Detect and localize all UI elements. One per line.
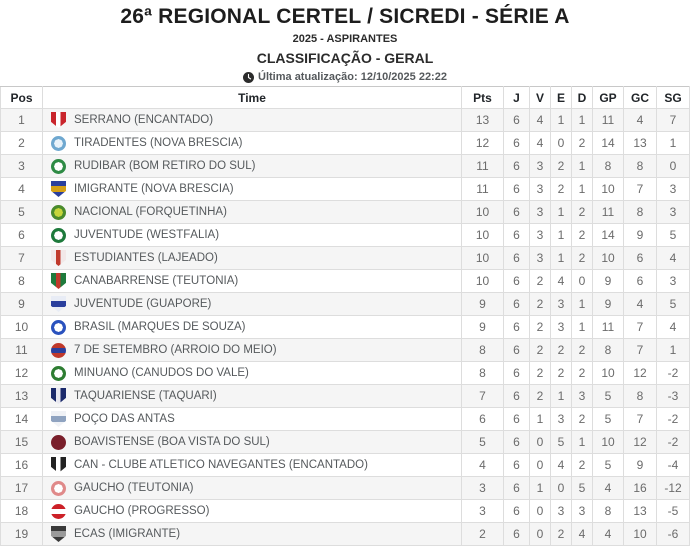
table-row xyxy=(1,523,690,546)
position-cell: 17 xyxy=(1,477,43,500)
table-row xyxy=(1,477,690,500)
stat-cell-gc: 7 xyxy=(624,316,657,339)
team-cell xyxy=(43,270,462,293)
stat-cell-gp: 10 xyxy=(593,431,624,454)
table-row xyxy=(1,201,690,224)
position-cell: 19 xyxy=(1,523,43,546)
stat-cell-e: 3 xyxy=(551,500,572,523)
stat-cell-v: 4 xyxy=(530,132,551,155)
stat-cell-j: 6 xyxy=(504,431,530,454)
page-header xyxy=(0,0,690,86)
position-cell: 8 xyxy=(1,270,43,293)
stat-cell-pts: 3 xyxy=(462,477,504,500)
stat-cell-sg: -2 xyxy=(657,408,690,431)
stat-cell-pts: 3 xyxy=(462,500,504,523)
stat-cell-v: 2 xyxy=(530,316,551,339)
stat-cell-e: 0 xyxy=(551,477,572,500)
stat-cell-gp: 14 xyxy=(593,224,624,247)
stat-cell-d: 1 xyxy=(572,293,593,316)
stat-cell-j: 6 xyxy=(504,523,530,546)
team-name: 7 DE SETEMBRO (ARROIO DO MEIO) xyxy=(74,344,277,356)
stat-cell-j: 6 xyxy=(504,454,530,477)
stat-cell-gp: 8 xyxy=(593,339,624,362)
stat-cell-v: 0 xyxy=(530,454,551,477)
stat-cell-pts: 10 xyxy=(462,201,504,224)
stat-cell-v: 2 xyxy=(530,385,551,408)
stat-cell-e: 0 xyxy=(551,132,572,155)
last-updated-text: Última atualização: 12/10/2025 22:22 xyxy=(258,71,447,83)
stat-cell-pts: 11 xyxy=(462,178,504,201)
position-cell: 2 xyxy=(1,132,43,155)
stat-cell-v: 0 xyxy=(530,431,551,454)
team-name: TIRADENTES (NOVA BRÉSCIA) xyxy=(74,137,243,149)
stat-cell-d: 2 xyxy=(572,339,593,362)
stat-cell-e: 2 xyxy=(551,339,572,362)
stat-cell-sg: 1 xyxy=(657,132,690,155)
clock-icon xyxy=(243,72,254,83)
stat-cell-d: 2 xyxy=(572,408,593,431)
position-cell: 18 xyxy=(1,500,43,523)
table-row xyxy=(1,109,690,132)
team-cell xyxy=(43,293,462,316)
stat-cell-d: 2 xyxy=(572,362,593,385)
stat-cell-gc: 6 xyxy=(624,247,657,270)
team-cell xyxy=(43,339,462,362)
taquariense-crest-icon xyxy=(51,388,66,404)
stat-cell-d: 1 xyxy=(572,316,593,339)
stat-cell-d: 4 xyxy=(572,523,593,546)
team-name: JUVENTUDE (WESTFÁLIA) xyxy=(74,229,220,241)
team-cell xyxy=(43,523,462,546)
imigrante-crest-icon xyxy=(51,181,66,197)
stat-cell-e: 1 xyxy=(551,201,572,224)
rudibar-crest-icon xyxy=(51,159,66,174)
stat-cell-j: 6 xyxy=(504,224,530,247)
stat-cell-e: 2 xyxy=(551,523,572,546)
stat-cell-gc: 4 xyxy=(624,293,657,316)
team-name: IMIGRANTE (NOVA BRÉSCIA) xyxy=(74,183,234,195)
stat-cell-gc: 8 xyxy=(624,385,657,408)
position-cell: 5 xyxy=(1,201,43,224)
stat-cell-d: 3 xyxy=(572,385,593,408)
stat-cell-j: 6 xyxy=(504,408,530,431)
team-cell xyxy=(43,178,462,201)
stat-cell-gc: 9 xyxy=(624,454,657,477)
team-cell xyxy=(43,500,462,523)
stat-cell-d: 1 xyxy=(572,109,593,132)
position-cell: 3 xyxy=(1,155,43,178)
table-row xyxy=(1,316,690,339)
column-header-d: D xyxy=(572,87,593,109)
stat-cell-j: 6 xyxy=(504,385,530,408)
stat-cell-j: 6 xyxy=(504,201,530,224)
stat-cell-v: 3 xyxy=(530,247,551,270)
stat-cell-v: 1 xyxy=(530,477,551,500)
gaucho-t-crest-icon xyxy=(51,481,66,496)
stat-cell-v: 3 xyxy=(530,201,551,224)
can-crest-icon xyxy=(51,457,66,473)
team-cell xyxy=(43,431,462,454)
team-name: TAQUARIENSE (TAQUARI) xyxy=(74,390,217,402)
stat-cell-pts: 5 xyxy=(462,431,504,454)
team-cell xyxy=(43,316,462,339)
page-title: 26ª REGIONAL CERTEL / SICREDI - SÉRIE A xyxy=(120,5,570,28)
team-name: POÇO DAS ANTAS xyxy=(74,413,175,425)
stat-cell-sg: -5 xyxy=(657,500,690,523)
stat-cell-v: 3 xyxy=(530,155,551,178)
stat-cell-gp: 11 xyxy=(593,109,624,132)
stat-cell-sg: -6 xyxy=(657,523,690,546)
team-name: ESTUDIANTES (LAJEADO) xyxy=(74,252,218,264)
position-cell: 9 xyxy=(1,293,43,316)
stat-cell-e: 4 xyxy=(551,270,572,293)
brasil-crest-icon xyxy=(51,320,66,335)
team-cell xyxy=(43,201,462,224)
stat-cell-pts: 7 xyxy=(462,385,504,408)
stat-cell-j: 6 xyxy=(504,316,530,339)
stat-cell-d: 1 xyxy=(572,178,593,201)
stat-cell-pts: 13 xyxy=(462,109,504,132)
team-name: ECAS (IMIGRANTE) xyxy=(74,528,181,540)
stat-cell-pts: 9 xyxy=(462,293,504,316)
stat-cell-d: 2 xyxy=(572,201,593,224)
team-cell xyxy=(43,224,462,247)
stat-cell-e: 1 xyxy=(551,224,572,247)
team-cell xyxy=(43,247,462,270)
stat-cell-e: 2 xyxy=(551,155,572,178)
table-row xyxy=(1,293,690,316)
stat-cell-j: 6 xyxy=(504,178,530,201)
team-name: GAÚCHO (PROGRESSO) xyxy=(74,505,210,517)
stat-cell-gc: 12 xyxy=(624,431,657,454)
team-cell xyxy=(43,109,462,132)
stat-cell-pts: 10 xyxy=(462,270,504,293)
serrano-crest-icon xyxy=(51,112,66,128)
stat-cell-e: 3 xyxy=(551,316,572,339)
position-cell: 1 xyxy=(1,109,43,132)
table-row xyxy=(1,270,690,293)
setembro-crest-icon xyxy=(51,343,66,358)
last-updated xyxy=(0,71,690,83)
stat-cell-j: 6 xyxy=(504,362,530,385)
stat-cell-sg: 4 xyxy=(657,247,690,270)
nacional-crest-icon xyxy=(51,205,66,220)
stat-cell-pts: 2 xyxy=(462,523,504,546)
team-cell xyxy=(43,132,462,155)
stat-cell-gp: 11 xyxy=(593,201,624,224)
stat-cell-gp: 4 xyxy=(593,477,624,500)
position-cell: 12 xyxy=(1,362,43,385)
stat-cell-d: 2 xyxy=(572,454,593,477)
stat-cell-v: 2 xyxy=(530,362,551,385)
position-cell: 13 xyxy=(1,385,43,408)
position-cell: 14 xyxy=(1,408,43,431)
stat-cell-gp: 10 xyxy=(593,178,624,201)
stat-cell-e: 3 xyxy=(551,408,572,431)
stat-cell-pts: 6 xyxy=(462,408,504,431)
stat-cell-pts: 10 xyxy=(462,247,504,270)
team-name: CAN - CLUBE ATLÉTICO NAVEGANTES (ENCANTADO) xyxy=(74,459,368,471)
table-row xyxy=(1,408,690,431)
table-row xyxy=(1,155,690,178)
stat-cell-sg: -2 xyxy=(657,431,690,454)
stat-cell-v: 4 xyxy=(530,109,551,132)
table-row xyxy=(1,431,690,454)
position-cell: 10 xyxy=(1,316,43,339)
stat-cell-pts: 9 xyxy=(462,316,504,339)
stat-cell-gp: 10 xyxy=(593,362,624,385)
stat-cell-j: 6 xyxy=(504,155,530,178)
stat-cell-e: 3 xyxy=(551,293,572,316)
team-cell xyxy=(43,155,462,178)
team-name: NACIONAL (FORQUETINHA) xyxy=(74,206,227,218)
team-cell xyxy=(43,385,462,408)
stat-cell-e: 2 xyxy=(551,178,572,201)
column-header-v: V xyxy=(530,87,551,109)
position-cell: 11 xyxy=(1,339,43,362)
stat-cell-gp: 8 xyxy=(593,500,624,523)
stat-cell-j: 6 xyxy=(504,477,530,500)
ecas-crest-icon xyxy=(51,526,66,542)
stat-cell-j: 6 xyxy=(504,109,530,132)
boavistense-crest-icon xyxy=(51,435,66,450)
gaucho-p-crest-icon xyxy=(51,504,66,519)
stat-cell-v: 0 xyxy=(530,500,551,523)
stat-cell-pts: 11 xyxy=(462,155,504,178)
stat-cell-gc: 13 xyxy=(624,500,657,523)
stat-cell-pts: 8 xyxy=(462,362,504,385)
stat-cell-gp: 9 xyxy=(593,293,624,316)
stat-cell-d: 3 xyxy=(572,500,593,523)
stat-cell-sg: 1 xyxy=(657,339,690,362)
stat-cell-gc: 13 xyxy=(624,132,657,155)
stat-cell-sg: 5 xyxy=(657,293,690,316)
position-cell: 4 xyxy=(1,178,43,201)
stat-cell-e: 2 xyxy=(551,362,572,385)
stat-cell-d: 1 xyxy=(572,431,593,454)
minuano-crest-icon xyxy=(51,366,66,381)
juventude-g-crest-icon xyxy=(51,296,66,312)
stat-cell-sg: 0 xyxy=(657,155,690,178)
stat-cell-gc: 4 xyxy=(624,109,657,132)
stat-cell-sg: 3 xyxy=(657,270,690,293)
column-header-pos: Pos xyxy=(1,87,43,109)
stat-cell-gc: 7 xyxy=(624,408,657,431)
stat-cell-pts: 8 xyxy=(462,339,504,362)
position-cell: 6 xyxy=(1,224,43,247)
stat-cell-gp: 5 xyxy=(593,385,624,408)
standings-table xyxy=(0,86,690,546)
stat-cell-sg: -4 xyxy=(657,454,690,477)
stat-cell-j: 6 xyxy=(504,132,530,155)
stat-cell-e: 5 xyxy=(551,431,572,454)
stat-cell-sg: -12 xyxy=(657,477,690,500)
stat-cell-sg: 3 xyxy=(657,201,690,224)
stat-cell-j: 6 xyxy=(504,247,530,270)
team-name: BOAVISTENSE (BOA VISTA DO SUL) xyxy=(74,436,270,448)
team-name: CANABARRENSE (TEUTÔNIA) xyxy=(74,275,239,287)
stat-cell-v: 2 xyxy=(530,339,551,362)
team-cell xyxy=(43,477,462,500)
stat-cell-d: 0 xyxy=(572,270,593,293)
table-row xyxy=(1,339,690,362)
page-subtitle: 2025 - ASPIRANTES xyxy=(292,33,398,45)
stat-cell-e: 1 xyxy=(551,109,572,132)
stat-cell-gp: 9 xyxy=(593,270,624,293)
column-header-e: E xyxy=(551,87,572,109)
stat-cell-d: 2 xyxy=(572,132,593,155)
stat-cell-gp: 11 xyxy=(593,316,624,339)
juventude-w-crest-icon xyxy=(51,228,66,243)
standings-body xyxy=(1,109,690,546)
stat-cell-v: 3 xyxy=(530,224,551,247)
table-row xyxy=(1,132,690,155)
column-header-sg: SG xyxy=(657,87,690,109)
stat-cell-j: 6 xyxy=(504,339,530,362)
stat-cell-j: 6 xyxy=(504,270,530,293)
stat-cell-gc: 12 xyxy=(624,362,657,385)
stat-cell-gc: 8 xyxy=(624,201,657,224)
team-cell xyxy=(43,408,462,431)
table-row xyxy=(1,385,690,408)
stat-cell-j: 6 xyxy=(504,293,530,316)
column-header-row xyxy=(1,87,690,109)
table-row xyxy=(1,362,690,385)
stat-cell-v: 2 xyxy=(530,270,551,293)
stat-cell-e: 1 xyxy=(551,247,572,270)
stat-cell-e: 4 xyxy=(551,454,572,477)
stat-cell-v: 1 xyxy=(530,408,551,431)
table-row xyxy=(1,247,690,270)
canabarrense-crest-icon xyxy=(51,273,66,289)
section-title: CLASSIFICAÇÃO - GERAL xyxy=(256,50,434,66)
stat-cell-v: 0 xyxy=(530,523,551,546)
stat-cell-gc: 16 xyxy=(624,477,657,500)
stat-cell-pts: 12 xyxy=(462,132,504,155)
stat-cell-v: 2 xyxy=(530,293,551,316)
stat-cell-gc: 6 xyxy=(624,270,657,293)
stat-cell-sg: 7 xyxy=(657,109,690,132)
stat-cell-d: 1 xyxy=(572,155,593,178)
stat-cell-gc: 9 xyxy=(624,224,657,247)
table-row xyxy=(1,500,690,523)
tiradentes-crest-icon xyxy=(51,136,66,151)
team-name: JUVENTUDE (GUAPORÉ) xyxy=(74,298,212,310)
stat-cell-sg: 3 xyxy=(657,178,690,201)
estudiantes-crest-icon xyxy=(51,250,66,266)
poco-crest-icon xyxy=(51,411,66,427)
position-cell: 7 xyxy=(1,247,43,270)
position-cell: 15 xyxy=(1,431,43,454)
stat-cell-sg: -2 xyxy=(657,362,690,385)
stat-cell-d: 5 xyxy=(572,477,593,500)
stat-cell-j: 6 xyxy=(504,500,530,523)
stat-cell-gp: 14 xyxy=(593,132,624,155)
column-header-pts: Pts xyxy=(462,87,504,109)
stat-cell-d: 2 xyxy=(572,247,593,270)
team-name: BRASIL (MARQUES DE SOUZA) xyxy=(74,321,246,333)
stat-cell-gc: 8 xyxy=(624,155,657,178)
column-header-gp: GP xyxy=(593,87,624,109)
column-header-gc: GC xyxy=(624,87,657,109)
team-name: SERRANO (ENCANTADO) xyxy=(74,114,214,126)
stat-cell-sg: 4 xyxy=(657,316,690,339)
stat-cell-pts: 4 xyxy=(462,454,504,477)
table-row xyxy=(1,178,690,201)
stat-cell-sg: -3 xyxy=(657,385,690,408)
stat-cell-gp: 8 xyxy=(593,155,624,178)
stat-cell-gp: 4 xyxy=(593,523,624,546)
stat-cell-pts: 10 xyxy=(462,224,504,247)
team-name: MINUANO (CANUDOS DO VALE) xyxy=(74,367,249,379)
team-name: GAÚCHO (TEUTÔNIA) xyxy=(74,482,194,494)
table-row xyxy=(1,224,690,247)
stat-cell-gp: 5 xyxy=(593,408,624,431)
stat-cell-gc: 7 xyxy=(624,178,657,201)
stat-cell-v: 3 xyxy=(530,178,551,201)
team-cell xyxy=(43,454,462,477)
position-cell: 16 xyxy=(1,454,43,477)
table-row xyxy=(1,454,690,477)
team-name: RUDIBAR (BOM RETIRO DO SUL) xyxy=(74,160,256,172)
column-header-time: Time xyxy=(43,87,462,109)
column-header-j: J xyxy=(504,87,530,109)
stat-cell-e: 1 xyxy=(551,385,572,408)
stat-cell-gp: 5 xyxy=(593,454,624,477)
stat-cell-sg: 5 xyxy=(657,224,690,247)
stat-cell-d: 2 xyxy=(572,224,593,247)
stat-cell-gp: 10 xyxy=(593,247,624,270)
stat-cell-gc: 7 xyxy=(624,339,657,362)
team-cell xyxy=(43,362,462,385)
stat-cell-gc: 10 xyxy=(624,523,657,546)
